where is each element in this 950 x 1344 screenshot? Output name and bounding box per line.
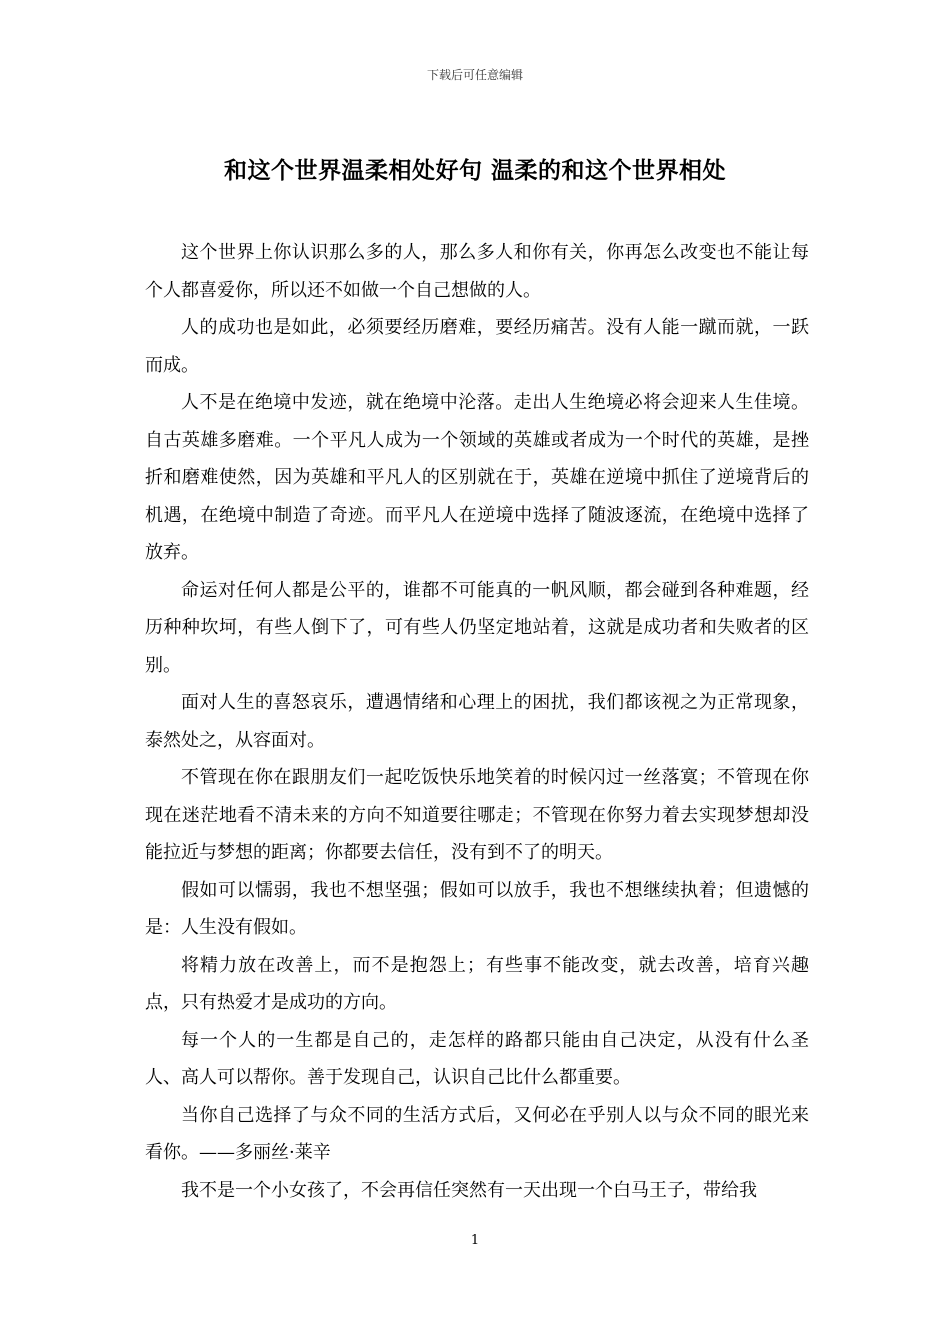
body-paragraph: 人的成功也是如此，必须要经历磨难，要经历痛苦。没有人能一蹴而就，一跃而成。 — [145, 317, 809, 376]
body-paragraph: 将精力放在改善上，而不是抱怨上；有些事不能改变，就去改善，培育兴趣点，只有热爱才是成功的方向。 — [145, 954, 809, 1013]
body-paragraph: 不管现在你在跟朋友们一起吃饭快乐地笑着的时候闪过一丝落寞；不管现在你现在迷茫地看不清未来的方向不知道要往哪走；不管现在你努力着去实现梦想却没能拉近与梦想的距离；你都要去信任，没有到不了的明天。 — [145, 767, 809, 863]
page-header-note: 下载后可任意编辑 — [426, 68, 523, 82]
body-paragraph: 命运对任何人都是公平的，谁都不可能真的一帆风顺，都会碰到各种难题，经历种种坎坷，有些人倒下了，可有些人仍坚定地站着，这就是成功者和失败者的区别。 — [145, 579, 809, 676]
body-paragraph: 每一个人的一生都是自己的，走怎样的路都只能由自己决定，从没有什么圣人、高人可以帮你。善于发现自己，认识自己比什么都重要。 — [145, 1029, 809, 1088]
page-number: 1 — [470, 1233, 480, 1248]
body-paragraph: 人不是在绝境中发迹，就在绝境中沦落。走出人生绝境必将会迎来人生佳境。自古英雄多磨难。一个平凡人成为一个领域的英雄或者成为一个时代的英雄，是挫折和磨难使然，因为英雄和平凡人的区别就在于，英雄在逆境中抓住了逆境背后的机遇，在绝境中制造了奇迹。而平凡人在逆境中选择了随波逐流，在绝境中选择了放弃。 — [145, 392, 809, 563]
body-paragraph: 假如可以懦弱，我也不想坚强；假如可以放手，我也不想继续执着；但遗憾的是：人生没有假如。 — [145, 879, 809, 938]
body-paragraph: 这个世界上你认识那么多的人，那么多人和你有关，你再怎么改变也不能让每个人都喜爱你，所以还不如做一个自己想做的人。 — [145, 242, 809, 301]
document-body — [145, 234, 809, 1209]
body-paragraph: 我不是一个小女孩了，不会再信任突然有一天出现一个白马王子，带给我 — [181, 1179, 757, 1201]
body-paragraph: 当你自己选择了与众不同的生活方式后，又何必在乎别人以与众不同的眼光来看你。——多丽丝·莱辛 — [145, 1104, 809, 1163]
document-title: 和这个世界温柔相处好句 温柔的和这个世界相处 — [223, 157, 726, 184]
body-paragraph: 面对人生的喜怒哀乐，遭遇情绪和心理上的困扰，我们都该视之为正常现象，泰然处之，从容面对。 — [145, 692, 809, 751]
